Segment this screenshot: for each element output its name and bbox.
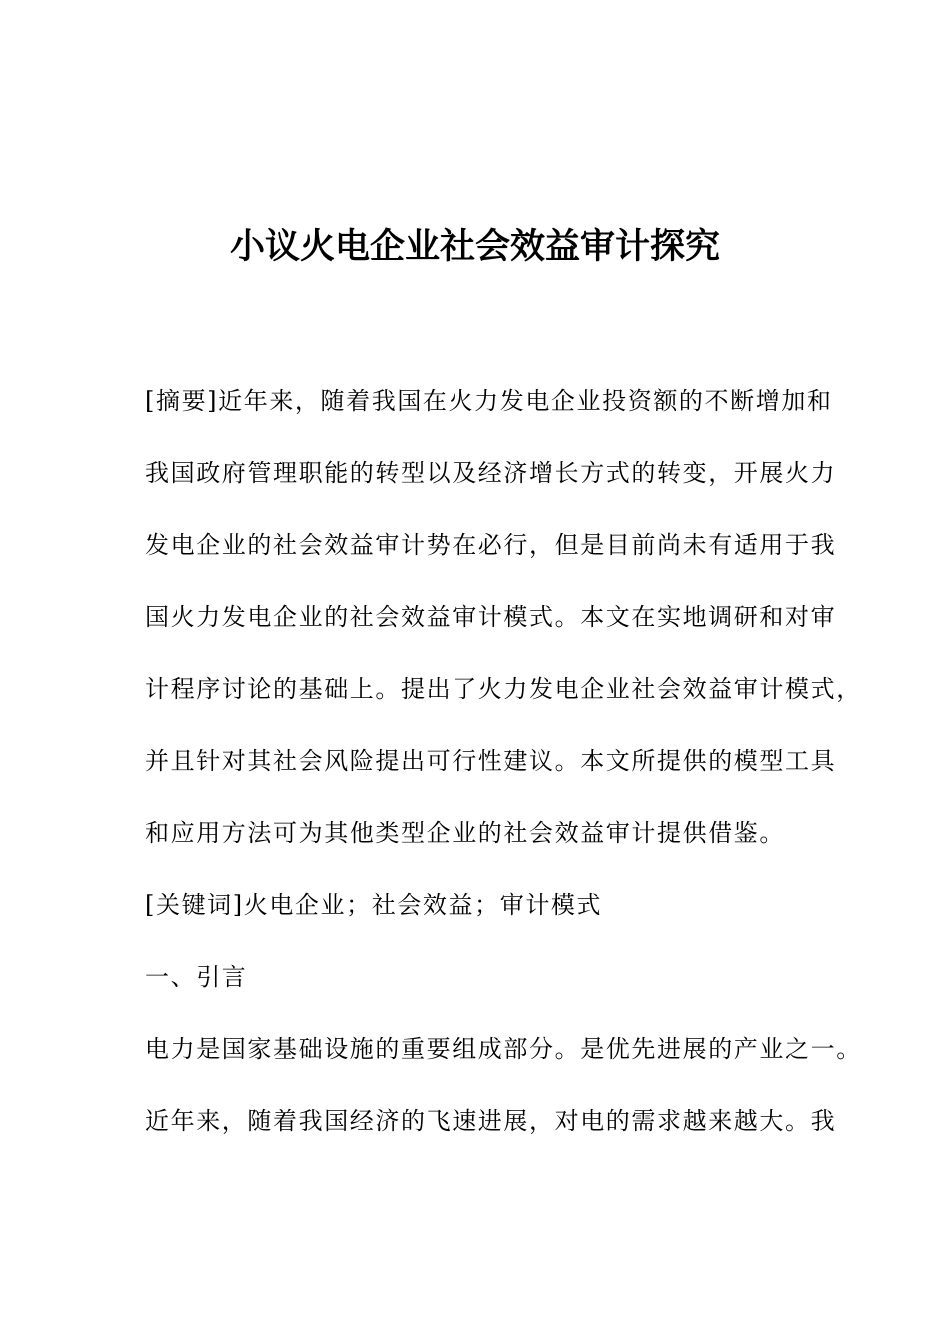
abstract-line-1: [摘要]近年来，随着我国在火力发电企业投资额的不断增加和	[145, 387, 833, 415]
keywords-line: [关键词]火电企业；社会效益；审计模式	[145, 891, 603, 919]
abstract-line-6: 并且针对其社会风险提出可行性建议。本文所提供的模型工具	[145, 747, 837, 775]
abstract-line-4: 国火力发电企业的社会效益审计模式。本文在实地调研和对审	[145, 603, 837, 631]
document-title: 小议火电企业社会效益审计探究	[229, 227, 720, 267]
body-line-1: 电力是国家基础设施的重要组成部分。是优先进展的产业之一。	[145, 1035, 862, 1063]
section-heading: 一、引言	[145, 963, 248, 991]
abstract-line-7: 和应用方法可为其他类型企业的社会效益审计提供借鉴。	[145, 819, 785, 847]
abstract-line-5: 计程序讨论的基础上。提出了火力发电企业社会效益审计模式，	[145, 675, 862, 703]
body-line-2: 近年来，随着我国经济的飞速进展，对电的需求越来越大。我	[145, 1107, 837, 1135]
abstract-line-2: 我国政府管理职能的转型以及经济增长方式的转变，开展火力	[145, 459, 837, 487]
abstract-line-3: 发电企业的社会效益审计势在必行，但是目前尚未有适用于我	[145, 531, 837, 559]
